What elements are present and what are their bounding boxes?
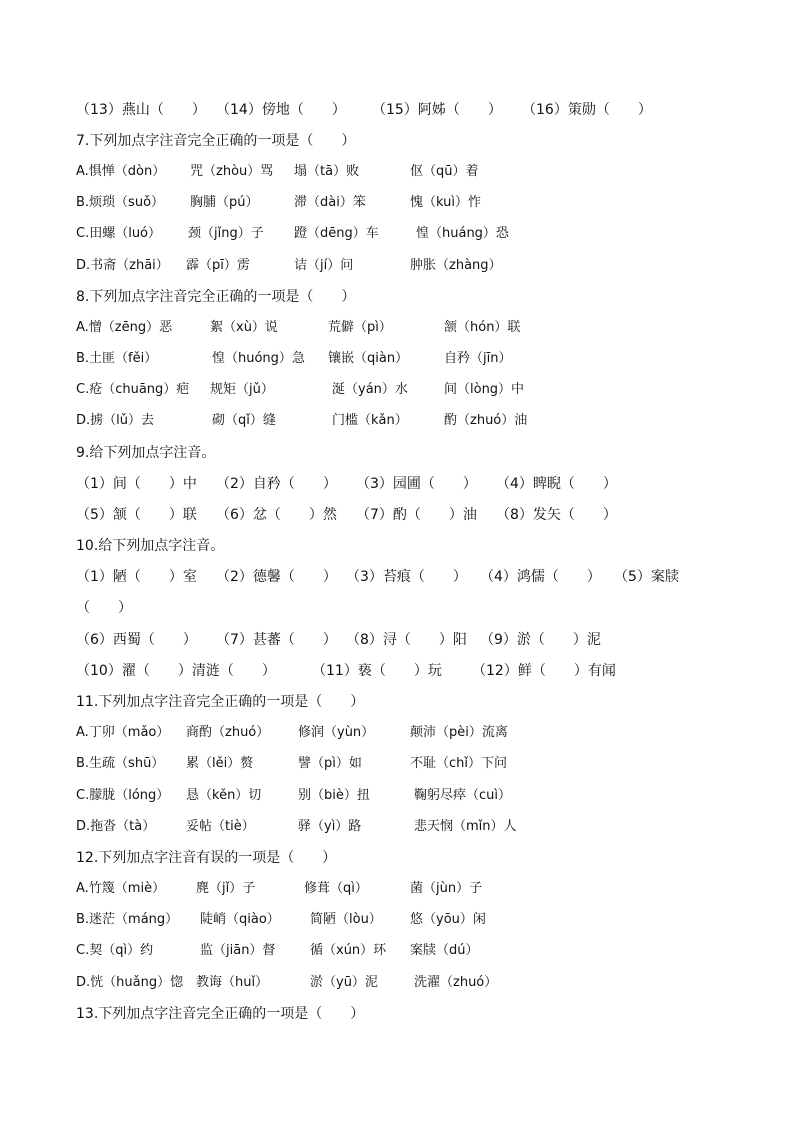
- text-segment: B.迷茫（máng）: [76, 912, 179, 927]
- text-segment: （16）策勋（ ）: [522, 102, 652, 118]
- text-segment: 咒（zhòu）骂: [190, 164, 274, 179]
- text-segment: 修葺（qì）: [304, 881, 368, 896]
- text-segment: 悠（yōu）闲: [410, 912, 486, 927]
- text-segment: 妥帖（tiè）: [186, 819, 255, 834]
- text-segment: D.掳（lǔ）去: [76, 413, 154, 428]
- text-segment: （1）陋（ ）室: [76, 569, 197, 585]
- text-segment: （7）酌（ ）油: [356, 507, 477, 523]
- text-segment: 间（lòng）中: [444, 382, 525, 397]
- text-segment: 愧（kuì）怍: [410, 195, 481, 210]
- text-segment: （9）淤（ ）泥: [480, 632, 601, 648]
- text-segment: 荒僻（pì）: [328, 320, 392, 335]
- text-segment: 累（lěi）赘: [186, 756, 254, 771]
- text-segment: 麂（jǐ）子: [196, 881, 256, 896]
- text-segment: 循（xún）环: [310, 943, 387, 958]
- text-segment: D.拖沓（tà）: [76, 819, 156, 834]
- text-segment: C.朦胧（lóng）: [76, 788, 170, 803]
- text-segment: 胸脯（pú）: [190, 195, 259, 210]
- text-segment: （10）濯（ ）清涟（ ）: [76, 663, 276, 679]
- text-segment: 门槛（kǎn）: [332, 413, 408, 428]
- text-segment: 别（biè）扭: [298, 788, 370, 803]
- text-segment: 教诲（huǐ）: [196, 975, 269, 990]
- text-segment: 塌（tā）败: [294, 164, 360, 179]
- text-segment: 蹬（dēng）车: [294, 226, 379, 241]
- text-segment: 驿（yì）路: [298, 819, 362, 834]
- text-segment: 惶（huóng）急: [212, 351, 305, 366]
- text-segment: 酌（zhuó）油: [444, 413, 528, 428]
- text-segment: 砌（qǐ）缝: [212, 413, 276, 428]
- text-segment: D.书斋（zhāi）: [76, 258, 169, 273]
- text-segment: 陡峭（qiào）: [200, 912, 280, 927]
- text-segment: 颔（hón）联: [444, 320, 521, 335]
- text-segment: 不耻（chǐ）下问: [410, 756, 507, 771]
- text-segment: （14）傍地（ ）: [216, 102, 346, 118]
- text-segment: 颠沛（pèi）流离: [410, 725, 508, 740]
- text-segment: （8）发矢（ ）: [496, 507, 617, 523]
- text-segment: （8）浔（ ）阳: [346, 632, 467, 648]
- text-segment: 修润（yùn）: [298, 725, 375, 740]
- text-segment: 鞠躬尽瘁（cuì）: [414, 788, 511, 803]
- text-segment: （3）园圃（ ）: [356, 476, 477, 492]
- text-segment: （2）自矜（ ）: [216, 476, 337, 492]
- text-segment: （ ）: [76, 600, 132, 616]
- text-segment: B.生疏（shū）: [76, 756, 165, 771]
- text-segment: （5）案牍: [614, 569, 679, 585]
- text-segment: D.恍（huǎng）惚: [76, 975, 184, 990]
- text-segment: C.契（qì）约: [76, 943, 154, 958]
- text-segment: 洗濯（zhuó）: [414, 975, 498, 990]
- text-segment: 肿胀（zhàng）: [410, 258, 502, 273]
- text-segment: 伛（qū）着: [410, 164, 479, 179]
- text-segment: （7）甚蕃（ ）: [216, 632, 337, 648]
- text-segment: 监（jiān）督: [200, 943, 276, 958]
- text-segment: 镶嵌（qiàn）: [328, 351, 409, 366]
- text-segment: （12）鲜（ ）有闻: [472, 663, 616, 679]
- text-segment: 13.下列加点字注音完全正确的一项是（ ）: [76, 1006, 365, 1022]
- text-segment: 商酌（zhuó）: [186, 725, 270, 740]
- text-segment: A.惧惮（dòn）: [76, 164, 166, 179]
- text-segment: 自矜（jīn）: [444, 351, 512, 366]
- text-segment: 10.给下列加点字注音。: [76, 538, 225, 554]
- text-segment: A.憎（zēng）恶: [76, 320, 173, 335]
- text-segment: （6）忿（ ）然: [216, 507, 337, 523]
- text-segment: 11.下列加点字注音完全正确的一项是（ ）: [76, 694, 365, 710]
- text-segment: （3）苔痕（ ）: [346, 569, 467, 585]
- text-segment: 7.下列加点字注音完全正确的一项是（ ）: [76, 133, 356, 149]
- text-segment: 涎（yán）水: [332, 382, 408, 397]
- text-segment: 恳（kěn）切: [186, 788, 262, 803]
- text-segment: 淤（yū）泥: [310, 975, 378, 990]
- text-segment: 9.给下列加点字注音。: [76, 445, 216, 461]
- text-segment: 惶（huáng）恐: [416, 226, 509, 241]
- text-segment: 譬（pì）如: [298, 756, 362, 771]
- text-segment: 8.下列加点字注音完全正确的一项是（ ）: [76, 289, 356, 305]
- text-segment: 案牍（dú）: [410, 943, 479, 958]
- text-segment: 规矩（jǔ）: [210, 382, 274, 397]
- text-segment: 滞（dài）笨: [294, 195, 366, 210]
- text-segment: 絮（xù）说: [210, 320, 278, 335]
- text-segment: B.土匪（fěi）: [76, 351, 158, 366]
- text-segment: B.烦琐（suǒ）: [76, 195, 165, 210]
- text-segment: （2）德馨（ ）: [216, 569, 337, 585]
- text-segment: （6）西蜀（ ）: [76, 632, 197, 648]
- text-segment: A.竹篾（miè）: [76, 881, 166, 896]
- text-segment: 悲天悯（mǐn）人: [414, 819, 517, 834]
- text-segment: （11）亵（ ）玩: [312, 663, 442, 679]
- text-segment: C.田螺（luó）: [76, 226, 162, 241]
- text-segment: C.疮（chuāng）疤: [76, 382, 190, 397]
- text-segment: 简陋（lòu）: [310, 912, 382, 927]
- text-segment: 菌（jùn）子: [410, 881, 483, 896]
- text-segment: （1）间（ ）中: [76, 476, 197, 492]
- text-segment: （4）睥睨（ ）: [496, 476, 617, 492]
- text-segment: A.丁卯（mǎo）: [76, 725, 170, 740]
- text-segment: （15）阿姊（ ）: [372, 102, 502, 118]
- text-segment: （5）颔（ ）联: [76, 507, 197, 523]
- text-segment: 诘（jí）问: [294, 258, 354, 273]
- text-segment: 12.下列加点字注音有误的一项是（ ）: [76, 850, 337, 866]
- text-segment: （4）鸿儒（ ）: [480, 569, 601, 585]
- text-segment: 颈（jǐng）子: [188, 226, 264, 241]
- text-segment: 霹（pī）雳: [186, 258, 250, 273]
- text-segment: （13）燕山（ ）: [76, 102, 206, 118]
